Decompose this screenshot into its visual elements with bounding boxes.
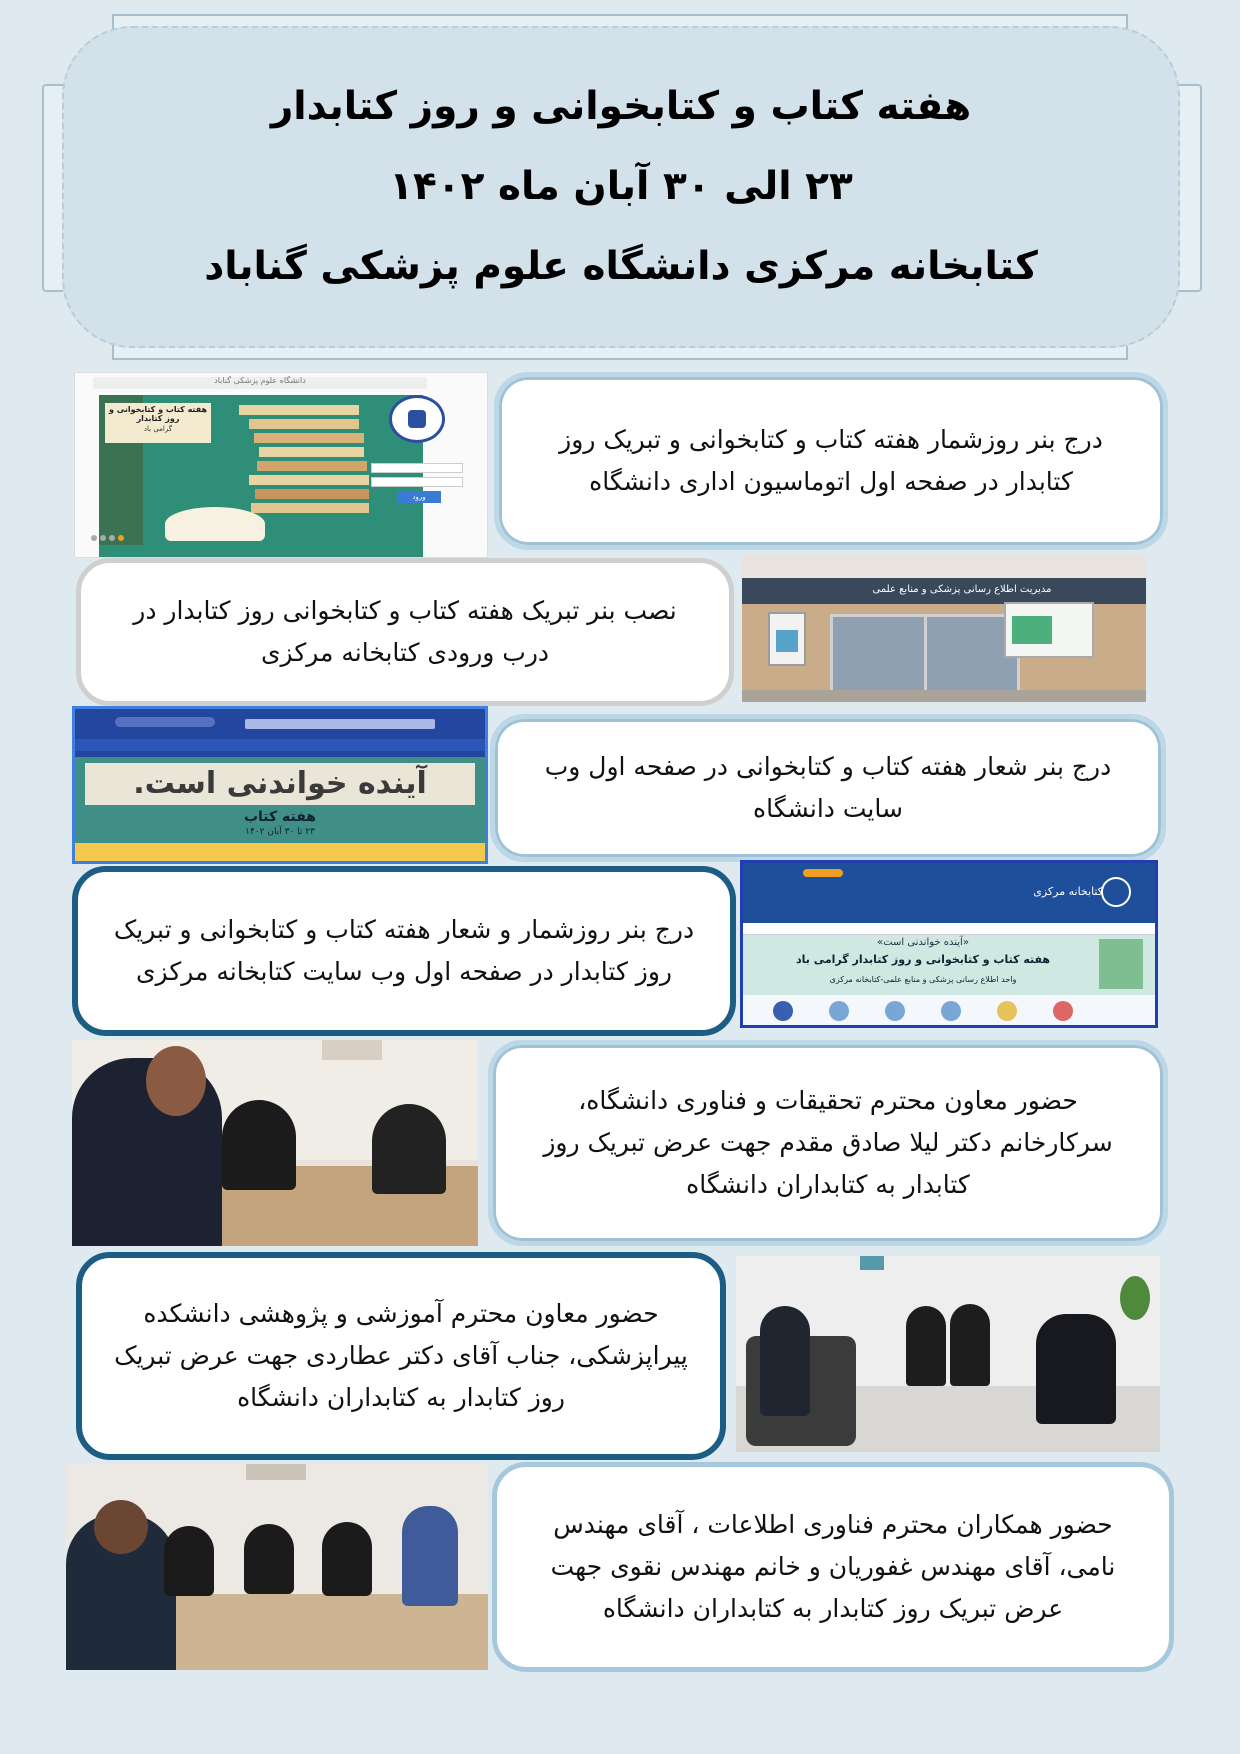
login-button[interactable]: ورود [397,491,441,503]
item-6-panel [76,1252,726,1460]
library-entrance-photo [742,556,1146,702]
library-site-banner [743,935,1155,995]
university-banner-dates: ۲۳ تا ۳۰ آبان ۱۴۰۲ [245,827,315,837]
university-site-screenshot [72,706,488,864]
library-banner-headline: هفته کتاب و کتابخوانی و روز کتابدار گرامی باد [795,953,1051,966]
header-banner [62,26,1180,348]
library-entrance-sign: مدیریت اطلاع رسانی پزشکی و منابع علمی [872,584,1052,595]
item-5-text: حضور معاون محترم تحقیقات و فناوری دانشگاه، سرکارخانم دکتر لیلا صادق مقدم جهت عرض تبریک روز کتابدار به کتابداران دانشگاه [543,1086,1113,1199]
item-4-text: درج بنر روزشمار و شعار هفته کتاب و کتابخوانی و تبریک روز کتابدار در صفحه اول وب سایت کتابخانه مرکزی [113,915,695,986]
meeting-photo-3 [66,1464,488,1670]
item-7-panel [492,1462,1174,1672]
automation-banner-title: هفته کتاب و کتابخوانی و روز کتابدار [108,405,207,423]
item-5-panel [488,1040,1168,1246]
meeting-photo-2 [736,1256,1160,1452]
automation-screenshot [74,372,488,558]
item-2-text: نصب بنر تبریک هفته کتاب و کتابخوانی روز کتابدار در درب ورودی کتابخانه مرکزی [133,596,677,667]
meeting-photo-1 [72,1040,478,1246]
item-1-panel [494,372,1168,550]
item-2-panel [76,558,734,706]
automation-site-title: دانشگاه علوم پزشکی گناباد [214,376,306,385]
event-dates: ۲۳ الی ۳۰ آبان ماه ۱۴۰۲ [389,164,853,209]
item-3-panel [490,714,1166,862]
item-7-text: حضور همکاران محترم فناوری اطلاعات ، آقای مهندس نامی، آقای مهندس غفوریان و خانم مهندس نقوی جهت عرض تبریک روز کتابدار به کتابداران دانشگاه [550,1510,1116,1623]
university-banner-caption: هفته کتاب [243,809,317,825]
item-3-text: درج بنر شعار هفته کتاب و کتابخوانی در صفحه اول وب سایت دانشگاه [544,752,1112,823]
username-field[interactable] [371,463,463,473]
library-site-screenshot [740,860,1158,1028]
item-1-text: درج بنر روزشمار هفته کتاب و کتابخوانی و تبریک روز کتابدار در صفحه اول اتوماسیون اداری دانشگاه [559,425,1103,496]
library-banner-unit: واحد اطلاع رسانی پزشکی و منابع علمی-کتابخانه مرکزی [829,975,1017,984]
university-banner [75,757,485,843]
library-banner-slogan: «آینده خواندنی است» [877,937,969,948]
password-field[interactable] [371,477,463,487]
organization-name: کتابخانه مرکزی دانشگاه علوم پزشکی گناباد [204,244,1038,289]
automation-banner-subtitle: گرامی باد [143,425,173,433]
university-logo [389,395,445,443]
item-4-panel [72,866,736,1036]
library-site-title: کتابخانه مرکزی [1033,885,1103,898]
page-title: هفته کتاب و کتابخوانی و روز کتابدار [270,84,972,129]
item-6-text: حضور معاون محترم آموزشی و پژوهشی دانشکده پیراپزشکی، جناب آقای دکتر عطاردی جهت عرض تبریک روز کتابدار به کتابداران دانشگاه [114,1299,688,1412]
university-banner-slogan: آینده خواندنی است. [133,766,427,801]
